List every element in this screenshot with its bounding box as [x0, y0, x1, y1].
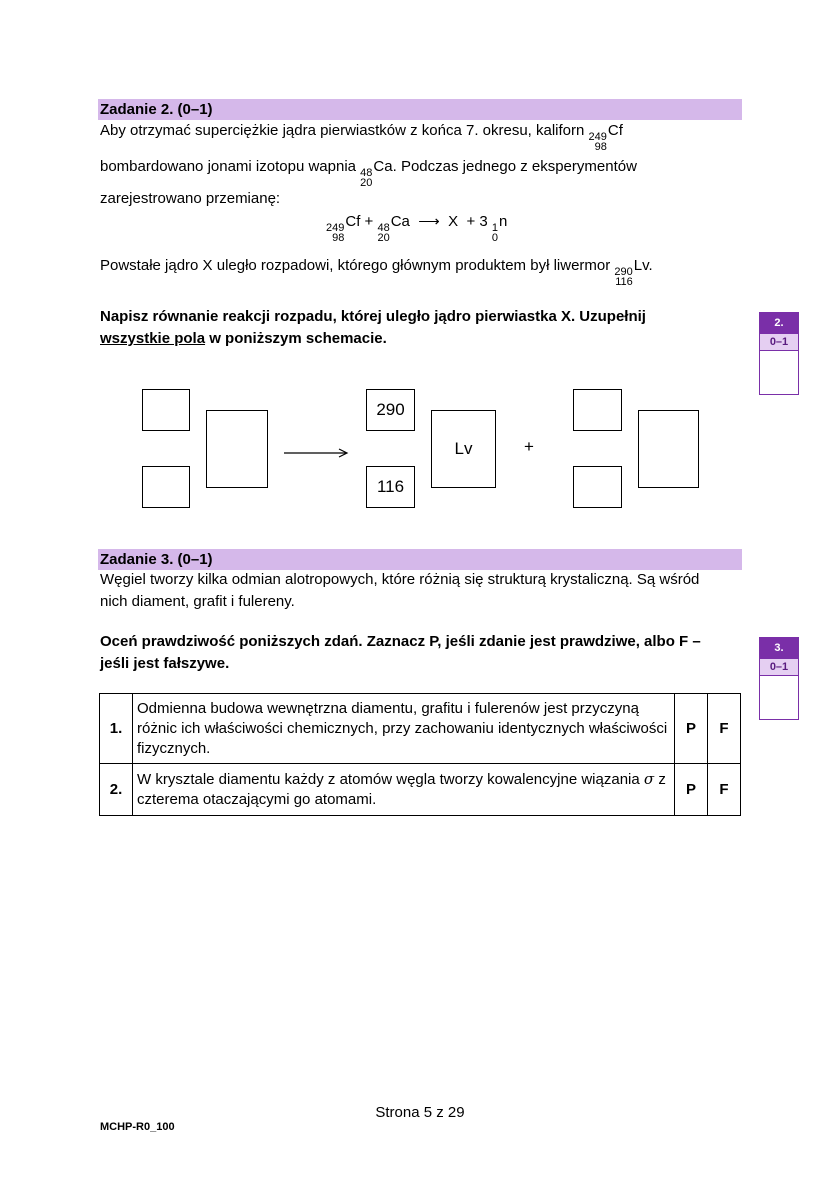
task3-header: Zadanie 3. (0–1)	[98, 549, 742, 570]
task2-header: Zadanie 2. (0–1)	[98, 99, 742, 120]
reaction-equation: 249 98 Cf + 48 20 Ca ⟶ X + 3 1 0 n	[326, 213, 508, 244]
option-p-2[interactable]: P	[675, 764, 708, 816]
scheme-lv-mass: 290	[366, 389, 415, 431]
scheme-x-mass-field[interactable]	[142, 389, 190, 431]
statement-text: Odmienna budowa wewnętrzna diamentu, grafitu i fulerenów jest przyczyną różnic ich właściwości chemicznych, przy zachowaniu identycznych właściwości fizycznych.	[133, 694, 675, 764]
scheme-y-mass-field[interactable]	[573, 389, 622, 431]
scheme-y-symbol-field[interactable]	[638, 410, 699, 488]
row-number: 1.	[100, 694, 133, 764]
table-row	[100, 694, 741, 764]
true-false-table	[99, 693, 741, 816]
decay-text: Powstałe jądro X uległo rozpadowi, którego głównym produktem był liwermor 290 116 Lv.	[100, 257, 653, 288]
score-box-task3: 3. 0–1	[759, 637, 799, 720]
score-box-task2: 2. 0–1	[759, 312, 799, 395]
option-f-1[interactable]: F	[708, 694, 741, 764]
table-row	[100, 764, 741, 816]
sigma-symbol: σ	[643, 770, 655, 788]
cf-isotope-numbers: 249 98	[588, 131, 607, 153]
document-code: MCHP-R0_100	[100, 1121, 175, 1133]
task3-intro: Węgiel tworzy kilka odmian alotropowych, które różnią się strukturą krystaliczną. Są wśród nich diament, grafit i fulereny.	[100, 571, 700, 610]
scheme-arrow	[284, 444, 350, 462]
score-field-task3[interactable]	[760, 676, 798, 719]
option-f-2[interactable]: F	[708, 764, 741, 816]
task2-intro: Aby otrzymać superciężkie jądra pierwiastków z końca 7. okresu, kaliforn 249 98 Cf bombardowano jonami izotopu wapnia 48 20 Ca. Podczas jednego z eksperymentów zarejestrowano przemianę:	[100, 122, 637, 207]
scheme-x-symbol-field[interactable]	[206, 410, 268, 488]
task3-instruction: Oceń prawdziwość poniższych zdań. Zaznacz P, jeśli zdanie jest prawdziwe, albo F – jeśli jest fałszywe.	[100, 633, 701, 672]
scheme-x-z-field[interactable]	[142, 466, 190, 508]
option-p-1[interactable]: P	[675, 694, 708, 764]
arrow-icon	[284, 444, 350, 462]
row-number: 2.	[100, 764, 133, 816]
task2-instruction: Napisz równanie reakcji rozpadu, której uległo jądro pierwiastka X. Uzupełnij wszystkie pola w poniższym schemacie.	[100, 308, 646, 347]
scheme-lv-symbol: Lv	[431, 410, 496, 488]
scheme-lv-z: 116	[366, 466, 415, 508]
score-field-task2[interactable]	[760, 351, 798, 394]
page-number: Strona 5 z 29	[375, 1104, 465, 1121]
statement-text: W krysztale diamentu każdy z atomów węgla tworzy kowalencyjne wiązania σ z czterema otaczającymi go atomami.	[133, 764, 675, 816]
scheme-y-z-field[interactable]	[573, 466, 622, 508]
scheme-plus: +	[524, 437, 534, 456]
